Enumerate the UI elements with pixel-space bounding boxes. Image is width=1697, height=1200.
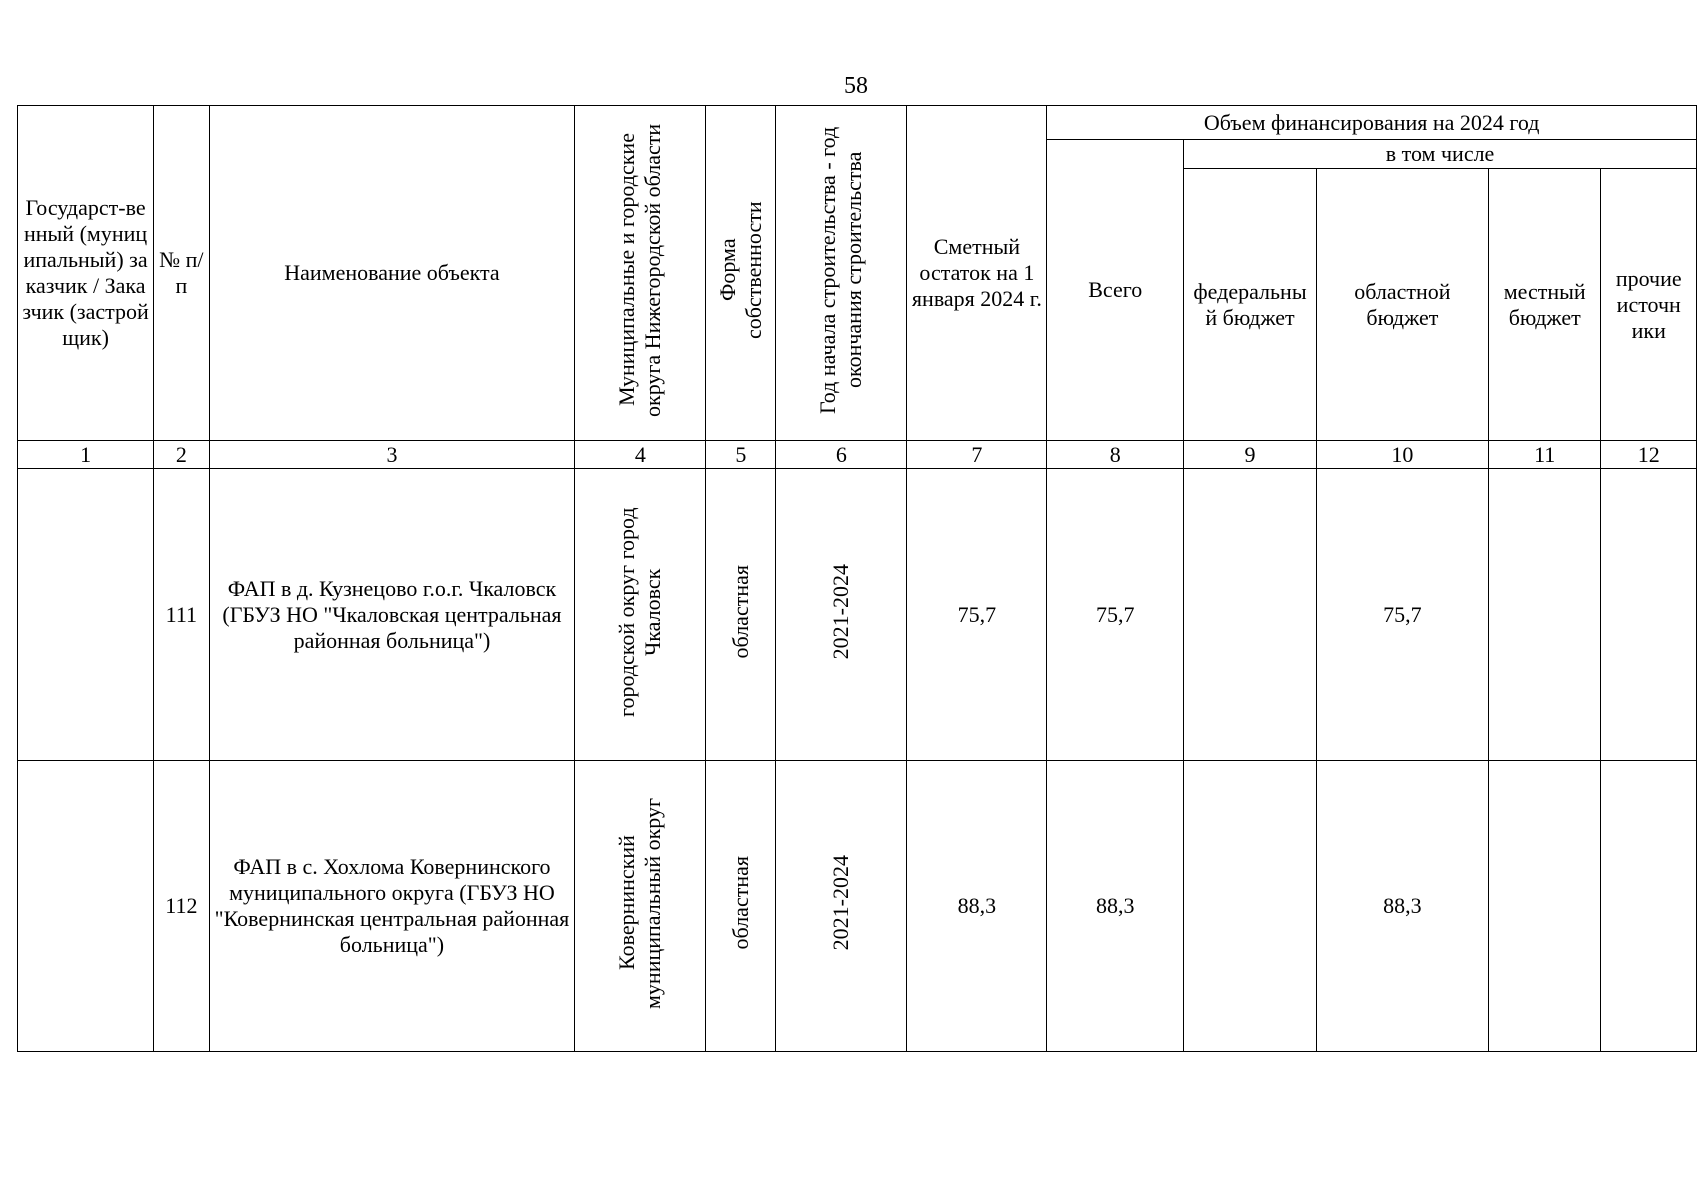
column-number: 1 xyxy=(18,441,154,469)
row-total: 75,7 xyxy=(1047,469,1184,761)
header-estimate xyxy=(907,106,1047,441)
row-years-text: 2021-2024 xyxy=(828,563,854,660)
header-other xyxy=(1601,169,1697,441)
header-years-text: Год начала строительства - год окончания строительства xyxy=(815,126,867,414)
header-object-name xyxy=(209,106,575,441)
header-total xyxy=(1047,140,1184,441)
row-ownership-text: областная xyxy=(727,564,753,659)
header-municipality-text: Муниципальные и городские округа Нижегородской области xyxy=(614,123,666,417)
header-local xyxy=(1488,169,1601,441)
column-number: 12 xyxy=(1601,441,1697,469)
row-estimate: 75,7 xyxy=(907,469,1047,761)
header-customer xyxy=(18,106,154,441)
header-object-name-text: Наименование объекта xyxy=(284,260,500,285)
header-federal-text: федеральный бюджет xyxy=(1193,278,1307,330)
column-number: 5 xyxy=(706,441,776,469)
column-number: 11 xyxy=(1488,441,1601,469)
column-number: 10 xyxy=(1316,441,1488,469)
financing-table xyxy=(17,105,1697,1052)
header-number-text: № п/п xyxy=(159,247,204,298)
row-municipality xyxy=(575,761,706,1052)
row-number: 112 xyxy=(154,761,209,1052)
row-municipality-text: Ковернинский муниципальный округ xyxy=(614,797,666,1009)
header-ownership xyxy=(706,106,776,441)
row-ownership xyxy=(706,469,776,761)
row-municipality-text: городской округ город Чкаловск xyxy=(614,506,666,717)
header-municipality xyxy=(575,106,706,441)
row-object-name-text: ФАП в с. Хохлома Ковернинского муниципального округа (ГБУЗ НО "Ковернинская центральная районная больница") xyxy=(214,854,570,957)
column-number: 2 xyxy=(154,441,209,469)
row-customer xyxy=(18,761,154,1052)
header-customer-text: Государст-венный (муниципальный) заказчик / Заказчик (застройщик) xyxy=(22,195,149,350)
column-numbers-row xyxy=(18,441,1697,469)
table-row xyxy=(18,469,1697,761)
header-total-text: Всего xyxy=(1088,277,1143,302)
row-local xyxy=(1488,469,1601,761)
row-number: 111 xyxy=(154,469,209,761)
header-estimate-text: Сметный остаток на 1 января 2024 г. xyxy=(911,234,1042,311)
page-number: 58 xyxy=(844,73,868,99)
header-other-text: прочие источники xyxy=(1615,265,1682,343)
row-estimate: 88,3 xyxy=(907,761,1047,1052)
column-number: 6 xyxy=(776,441,907,469)
header-federal xyxy=(1184,169,1317,441)
header-years xyxy=(776,106,907,441)
row-federal xyxy=(1184,469,1317,761)
header-including xyxy=(1184,140,1697,169)
header-regional xyxy=(1316,169,1488,441)
header-financing xyxy=(1047,106,1697,140)
header-financing-text: Объем финансирования на 2024 год xyxy=(1203,109,1540,135)
row-object-name xyxy=(209,469,575,761)
row-other xyxy=(1601,469,1697,761)
row-local xyxy=(1488,761,1601,1052)
row-ownership xyxy=(706,761,776,1052)
row-years xyxy=(776,761,907,1052)
row-customer xyxy=(18,469,154,761)
column-number: 8 xyxy=(1047,441,1184,469)
row-object-name xyxy=(209,761,575,1052)
column-number: 4 xyxy=(575,441,706,469)
row-object-name-text: ФАП в д. Кузнецово г.о.г. Чкаловск (ГБУЗ НО "Чкаловская центральная районная больница") xyxy=(222,575,562,653)
column-number: 9 xyxy=(1184,441,1317,469)
row-years-text: 2021-2024 xyxy=(828,855,854,951)
header-regional-text: областной бюджет xyxy=(1354,278,1451,330)
row-years xyxy=(776,469,907,761)
header-number xyxy=(154,106,209,441)
row-other xyxy=(1601,761,1697,1052)
column-number: 7 xyxy=(907,441,1047,469)
row-municipality xyxy=(575,469,706,761)
row-total: 88,3 xyxy=(1047,761,1184,1052)
header-including-text: в том числе xyxy=(1385,141,1495,166)
table-row xyxy=(18,761,1697,1052)
header-local-text: местный бюджет xyxy=(1503,278,1586,330)
row-federal xyxy=(1184,761,1317,1052)
header-ownership-text: Форма собственности xyxy=(714,201,766,339)
row-regional: 75,7 xyxy=(1316,469,1488,761)
row-ownership-text: областная xyxy=(727,856,753,950)
row-regional: 88,3 xyxy=(1316,761,1488,1052)
column-number: 3 xyxy=(209,441,575,469)
